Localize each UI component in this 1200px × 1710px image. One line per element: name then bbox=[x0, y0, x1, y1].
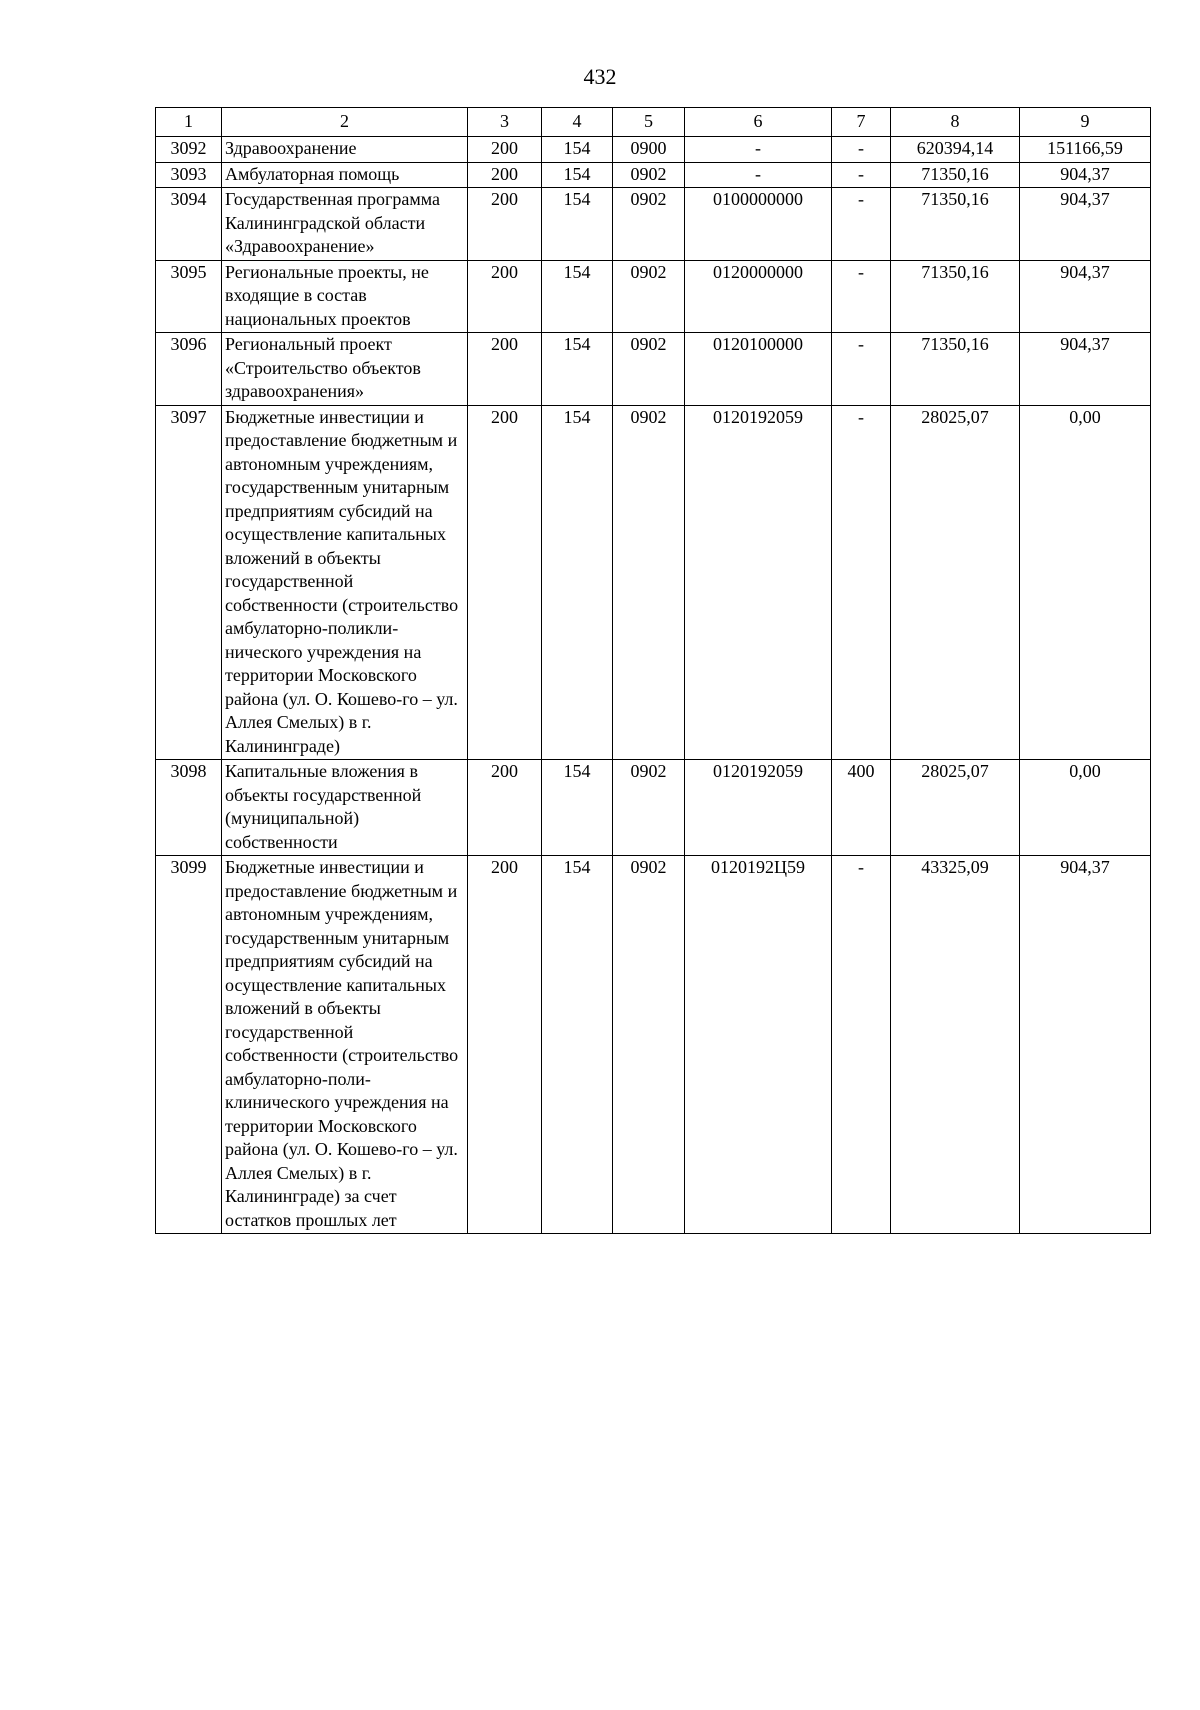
cell-col4: 154 bbox=[542, 760, 613, 856]
cell-col6: 0100000000 bbox=[685, 188, 832, 261]
cell-col7: - bbox=[832, 188, 891, 261]
cell-col7: - bbox=[832, 260, 891, 333]
cell-col7: - bbox=[832, 856, 891, 1234]
table-row bbox=[156, 188, 1151, 261]
row-number: 3096 bbox=[156, 333, 222, 406]
table-row bbox=[156, 333, 1151, 406]
table-row bbox=[156, 162, 1151, 188]
cell-col9: 904,37 bbox=[1020, 856, 1151, 1234]
column-header: 4 bbox=[542, 108, 613, 137]
cell-col5: 0902 bbox=[613, 333, 685, 406]
cell-col5: 0900 bbox=[613, 137, 685, 163]
cell-col8: 28025,07 bbox=[891, 760, 1020, 856]
cell-col6: 0120192059 bbox=[685, 760, 832, 856]
cell-col9: 904,37 bbox=[1020, 188, 1151, 261]
cell-col8: 71350,16 bbox=[891, 260, 1020, 333]
cell-col4: 154 bbox=[542, 405, 613, 760]
cell-col3: 200 bbox=[468, 137, 542, 163]
cell-col8: 28025,07 bbox=[891, 405, 1020, 760]
table-row bbox=[156, 760, 1151, 856]
column-header: 2 bbox=[222, 108, 468, 137]
column-header: 3 bbox=[468, 108, 542, 137]
row-name: Бюджетные инвестиции и предоставление бюджетным и автономным учреждениям, государственным унитарным предприятиям субсидий на осуществление капитальных вложений в объекты государственной собственности (строительство амбулаторно-поликли-нического учреждения на территории Московского района (ул. О. Кошево-го – ул. Аллея Смелых) в г. Калининграде) bbox=[222, 405, 468, 760]
row-name: Государственная программа Калининградской области «Здравоохранение» bbox=[222, 188, 468, 261]
cell-col7: - bbox=[832, 162, 891, 188]
cell-col8: 71350,16 bbox=[891, 188, 1020, 261]
cell-col6: 0120192059 bbox=[685, 405, 832, 760]
column-header: 8 bbox=[891, 108, 1020, 137]
column-header: 1 bbox=[156, 108, 222, 137]
cell-col5: 0902 bbox=[613, 760, 685, 856]
column-header: 6 bbox=[685, 108, 832, 137]
cell-col4: 154 bbox=[542, 856, 613, 1234]
row-number: 3092 bbox=[156, 137, 222, 163]
table-row bbox=[156, 856, 1151, 1234]
row-number: 3097 bbox=[156, 405, 222, 760]
cell-col7: - bbox=[832, 333, 891, 406]
cell-col5: 0902 bbox=[613, 856, 685, 1234]
table-row bbox=[156, 260, 1151, 333]
column-header: 7 bbox=[832, 108, 891, 137]
table-header-row bbox=[156, 108, 1151, 137]
row-name: Амбулаторная помощь bbox=[222, 162, 468, 188]
cell-col3: 200 bbox=[468, 760, 542, 856]
cell-col8: 43325,09 bbox=[891, 856, 1020, 1234]
page-number: 432 bbox=[583, 64, 617, 89]
cell-col3: 200 bbox=[468, 333, 542, 406]
cell-col3: 200 bbox=[468, 162, 542, 188]
cell-col4: 154 bbox=[542, 188, 613, 261]
table-row bbox=[156, 405, 1151, 760]
row-number: 3098 bbox=[156, 760, 222, 856]
column-header: 5 bbox=[613, 108, 685, 137]
budget-table bbox=[155, 107, 1151, 1234]
cell-col5: 0902 bbox=[613, 260, 685, 333]
cell-col5: 0902 bbox=[613, 162, 685, 188]
table-row bbox=[156, 137, 1151, 163]
cell-col3: 200 bbox=[468, 260, 542, 333]
cell-col7: - bbox=[832, 405, 891, 760]
cell-col9: 0,00 bbox=[1020, 760, 1151, 856]
cell-col6: 0120100000 bbox=[685, 333, 832, 406]
row-name: Здравоохранение bbox=[222, 137, 468, 163]
cell-col6: - bbox=[685, 137, 832, 163]
cell-col8: 71350,16 bbox=[891, 162, 1020, 188]
cell-col3: 200 bbox=[468, 188, 542, 261]
cell-col9: 151166,59 bbox=[1020, 137, 1151, 163]
row-number: 3093 bbox=[156, 162, 222, 188]
cell-col4: 154 bbox=[542, 137, 613, 163]
cell-col8: 620394,14 bbox=[891, 137, 1020, 163]
cell-col8: 71350,16 bbox=[891, 333, 1020, 406]
cell-col9: 0,00 bbox=[1020, 405, 1151, 760]
row-number: 3094 bbox=[156, 188, 222, 261]
cell-col9: 904,37 bbox=[1020, 162, 1151, 188]
row-name: Капитальные вложения в объекты государственной (муниципальной) собственности bbox=[222, 760, 468, 856]
cell-col6: 0120192Ц59 bbox=[685, 856, 832, 1234]
cell-col9: 904,37 bbox=[1020, 333, 1151, 406]
cell-col4: 154 bbox=[542, 333, 613, 406]
cell-col9: 904,37 bbox=[1020, 260, 1151, 333]
cell-col4: 154 bbox=[542, 162, 613, 188]
cell-col3: 200 bbox=[468, 405, 542, 760]
cell-col7: 400 bbox=[832, 760, 891, 856]
cell-col5: 0902 bbox=[613, 188, 685, 261]
cell-col3: 200 bbox=[468, 856, 542, 1234]
cell-col6: - bbox=[685, 162, 832, 188]
row-name: Региональные проекты, не входящие в состав национальных проектов bbox=[222, 260, 468, 333]
row-number: 3095 bbox=[156, 260, 222, 333]
cell-col7: - bbox=[832, 137, 891, 163]
column-header: 9 bbox=[1020, 108, 1151, 137]
row-name: Региональный проект «Строительство объектов здравоохранения» bbox=[222, 333, 468, 406]
cell-col4: 154 bbox=[542, 260, 613, 333]
cell-col6: 0120000000 bbox=[685, 260, 832, 333]
cell-col5: 0902 bbox=[613, 405, 685, 760]
row-name: Бюджетные инвестиции и предоставление бюджетным и автономным учреждениям, государственным унитарным предприятиям субсидий на осуществление капитальных вложений в объекты государственной собственности (строительство амбулаторно-поли-клинического учреждения на территории Московского района (ул. О. Кошево-го – ул. Аллея Смелых) в г. Калининграде) за счет остатков прошлых лет bbox=[222, 856, 468, 1234]
row-number: 3099 bbox=[156, 856, 222, 1234]
